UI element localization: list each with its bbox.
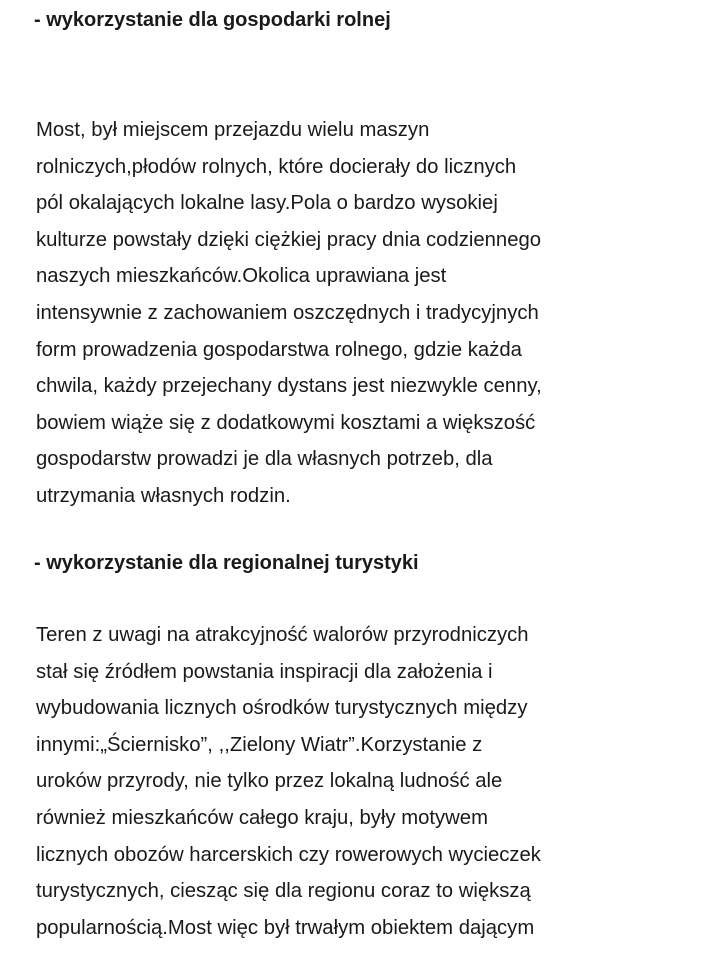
paragraph-line: kulturze powstały dzięki ciężkiej pracy dnia codziennego — [36, 228, 542, 251]
paragraph-line: gospodarstw prowadzi je dla własnych potrzeb, dla — [36, 448, 493, 471]
paragraph-line: uroków przyrody, nie tylko przez lokalną ludność ale — [36, 770, 503, 793]
section-heading-tourism: - wykorzystanie dla regionalnej turystyki — [34, 552, 419, 574]
paragraph-agriculture — [36, 112, 542, 515]
paragraph-line: wybudowania licznych ośrodków turystycznych między — [36, 697, 528, 720]
paragraph-line: rolniczych,płodów rolnych, które docierały do licznych — [36, 155, 517, 178]
paragraph-line: pól okalających lokalne lasy.Pola o bardzo wysokiej — [36, 192, 498, 215]
paragraph-line: innymi:„Ściernisko”, ,,Zielony Wiatr”.Korzystanie z — [36, 733, 483, 756]
paragraph-line: form prowadzenia gospodarstwa rolnego, gdzie każda — [36, 338, 522, 361]
paragraph-line: naszych mieszkańców.Okolica uprawiana jest — [36, 265, 447, 288]
paragraph-line: popularnością.Most więc był trwałym obiektem dającym — [36, 916, 535, 939]
section-heading-agriculture: - wykorzystanie dla gospodarki rolnej — [34, 9, 391, 31]
paragraph-line: utrzymania własnych rodzin. — [36, 484, 291, 507]
paragraph-line: również mieszkańców całego kraju, były motywem — [36, 806, 488, 829]
paragraph-line: chwila, każdy przejechany dystans jest niezwykle cenny, — [36, 375, 542, 398]
paragraph-line: bowiem wiąże się z dodatkowymi kosztami a większość — [36, 411, 536, 434]
paragraph-line: turystycznych, ciesząc się dla regionu coraz to większą — [36, 880, 531, 903]
paragraph-line: Teren z uwagi na atrakcyjność walorów przyrodniczych — [36, 624, 529, 646]
paragraph-line: Most, był miejscem przejazdu wielu maszyn — [36, 119, 430, 141]
paragraph-line: intensywnie z zachowaniem oszczędnych i tradycyjnych — [36, 301, 539, 324]
paragraph-line: stał się źródłem powstania inspiracji dla założenia i — [36, 660, 493, 683]
paragraph-tourism — [36, 617, 541, 946]
paragraph-line: licznych obozów harcerskich czy rowerowych wycieczek — [36, 843, 541, 866]
